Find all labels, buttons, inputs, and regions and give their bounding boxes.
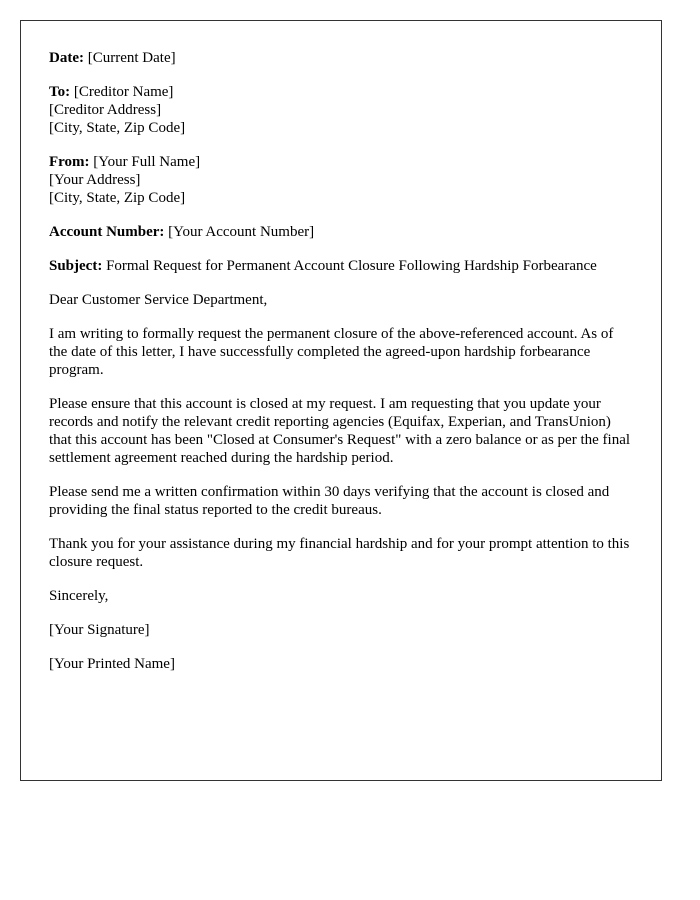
- body-paragraph-4: Thank you for your assistance during my financial hardship and for your prompt attention to this closure request.: [49, 536, 630, 570]
- body-paragraph-2: Please ensure that this account is closed at my request. I am requesting that you update your records and notify the relevant credit reporting agencies (Equifax, Experian, and TransUnion) that this account has been "Closed at Consumer's Request" with a zero balance or as per the final settlement agreement reached during the hardship period.: [49, 396, 631, 466]
- subject-label: Subject:: [49, 258, 103, 274]
- date-line: [49, 49, 633, 67]
- date-value: [Current Date]: [87, 50, 176, 66]
- body-paragraph-1: I am writing to formally request the permanent closure of the above-referenced account. As of the date of this letter, I have successfully completed the agreed-upon hardship forbearance program.: [49, 326, 614, 378]
- sender-name: [Your Full Name]: [93, 154, 201, 170]
- date-label: Date:: [49, 50, 84, 66]
- creditor-city: [City, State, Zip Code]: [49, 120, 186, 136]
- subject-line: [49, 257, 633, 275]
- body-paragraph-3: Please send me a written confirmation within 30 days verifying that the account is closed and providing the final status reported to the credit bureaus.: [49, 484, 610, 518]
- closing: Sincerely,: [49, 588, 109, 604]
- sender-block: [49, 153, 633, 207]
- account-number-value: [Your Account Number]: [168, 224, 315, 240]
- salutation: Dear Customer Service Department,: [49, 292, 268, 308]
- letter-page: [20, 20, 662, 781]
- signature-placeholder: [Your Signature]: [49, 622, 150, 638]
- to-label: To:: [49, 84, 71, 100]
- sender-city: [City, State, Zip Code]: [49, 190, 186, 206]
- recipient-block: [49, 83, 633, 137]
- creditor-name: [Creditor Name]: [73, 84, 174, 100]
- account-number-line: [49, 223, 633, 241]
- account-number-label: Account Number:: [49, 224, 165, 240]
- printed-name-placeholder: [Your Printed Name]: [49, 656, 175, 672]
- subject-value: Formal Request for Permanent Account Closure Following Hardship Forbearance: [106, 258, 597, 274]
- sender-address: [Your Address]: [49, 172, 141, 188]
- creditor-address: [Creditor Address]: [49, 102, 162, 118]
- from-label: From:: [49, 154, 90, 170]
